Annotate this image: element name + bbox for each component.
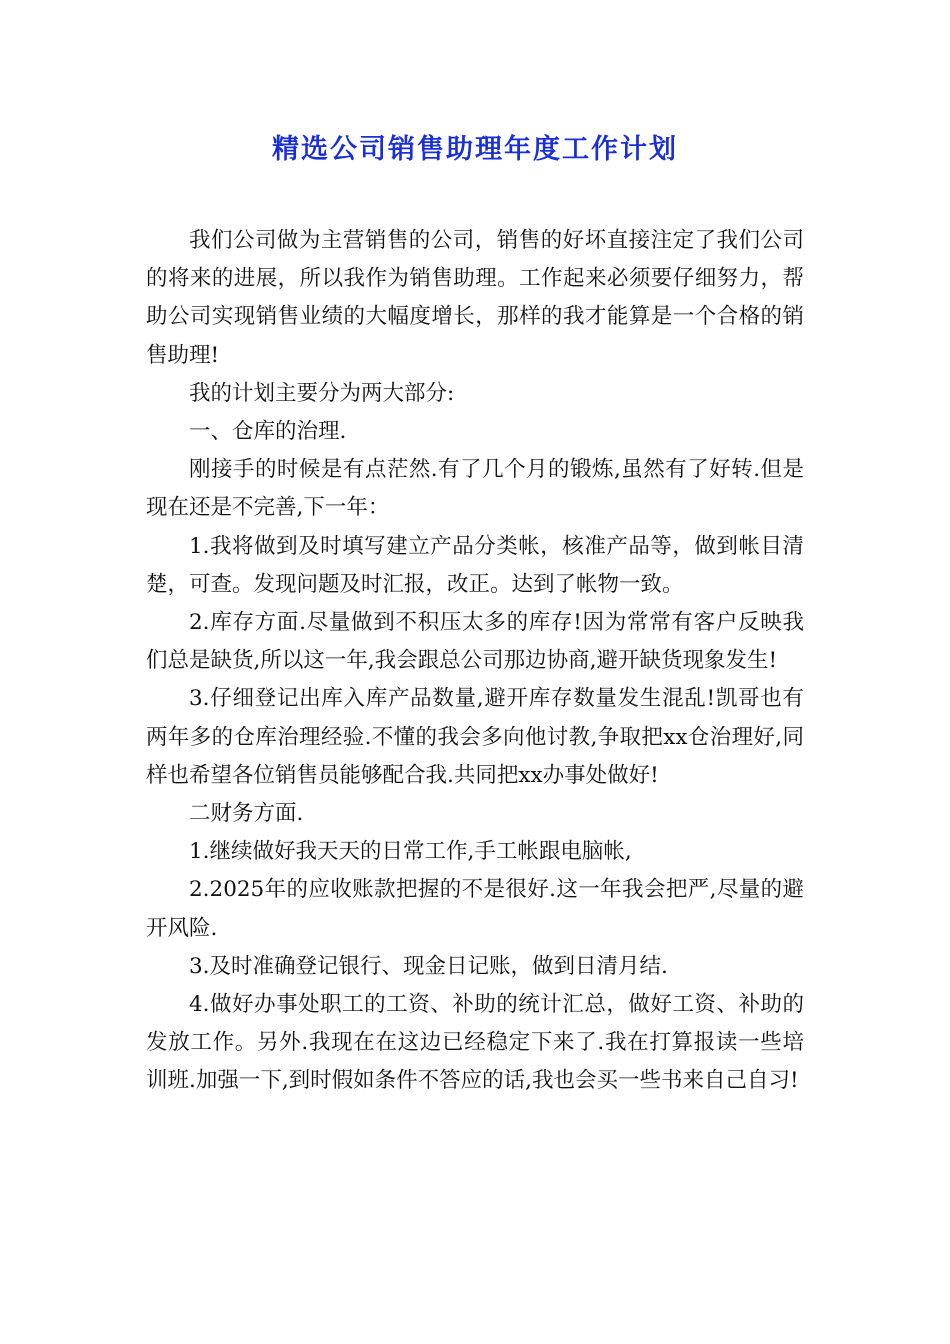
section-heading: 一、仓库的治理. xyxy=(189,419,347,445)
list-item: 3.仔细登记出库入库产品数量,避开库存数量发生混乱!凯哥也有两年多的仓库治理经验.不懂的我会多向他讨教,争取把xx仓治理好,同样也希望各位销售员能够配合我.共同把xx办事处做好! xyxy=(146,686,804,788)
document-title: 精选公司销售助理年度工作计划 xyxy=(272,134,678,165)
paragraph: 刚接手的时候是有点茫然.有了几个月的锻炼,虽然有了好转.但是现在还是不完善,下一年： xyxy=(146,457,804,521)
list-item: 1.继续做好我天天的日常工作,手工帐跟电脑帐, xyxy=(189,839,632,865)
list-item: 1.我将做到及时填写建立产品分类帐，核准产品等，做到帐目清楚，可查。发现问题及时汇报，改正。达到了帐物一致。 xyxy=(146,533,804,597)
list-item: 4.做好办事处职工的工资、补助的统计汇总，做好工资、补助的发放工作。另外.我现在在这边已经稳定下来了.我在打算报读一些培训班.加强一下,到时假如条件不答应的话,我也会买一些书来自己自习! xyxy=(146,992,804,1094)
section-heading: 二财务方面. xyxy=(189,801,304,827)
paragraph: 我们公司做为主营销售的公司，销售的好坏直接注定了我们公司的将来的进展，所以我作为销售助理。工作起来必须要仔细努力，帮助公司实现销售业绩的大幅度增长，那样的我才能算是一个合格的销售助理! xyxy=(146,228,804,368)
list-item: 2.库存方面.尽量做到不积压太多的库存!因为常常有客户反映我们总是缺货,所以这一年,我会跟总公司那边协商,避开缺货现象发生! xyxy=(146,610,804,674)
list-item: 3.及时准确登记银行、现金日记账，做到日清月结. xyxy=(189,953,668,979)
document-body xyxy=(146,222,804,1101)
paragraph: 我的计划主要分为两大部分: xyxy=(189,380,455,406)
list-item: 2.2025年的应收账款把握的不是很好.这一年我会把严,尽量的避开风险. xyxy=(146,877,804,941)
